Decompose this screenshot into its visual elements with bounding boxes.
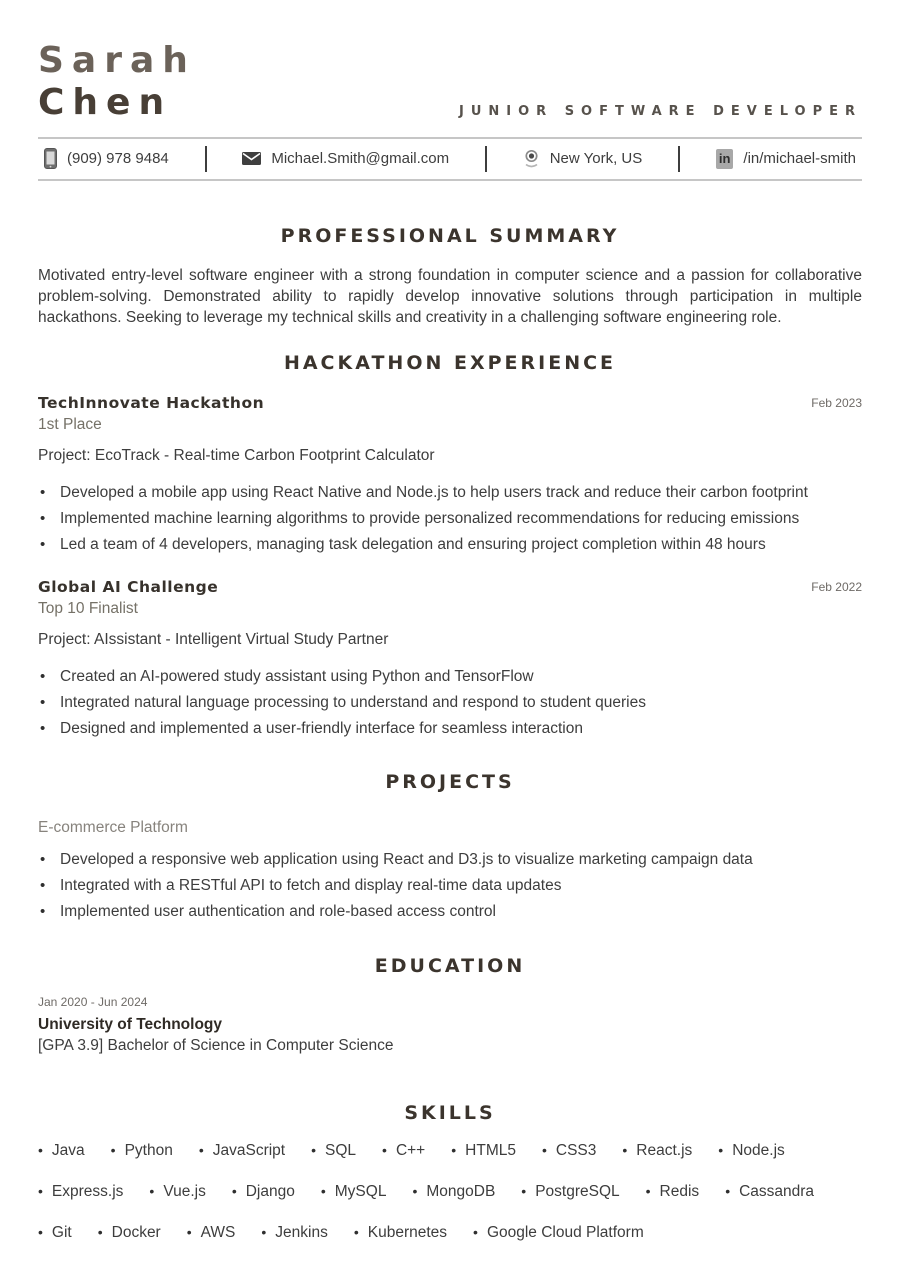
skill-item: • PostgreSQL: [521, 1183, 619, 1201]
email-icon: [242, 152, 261, 165]
bullet-item: • Developed a responsive web application using React and D3.js to visualize marketing campaign data: [38, 847, 862, 873]
bullet-item: • Developed a mobile app using React Native and Node.js to help users track and reduce their carbon footprint: [38, 480, 862, 506]
contact-phone: [44, 148, 169, 169]
skill-item: • React.js: [622, 1142, 692, 1160]
skills-row: [38, 1224, 862, 1242]
projects-heading: PROJECTS: [385, 771, 515, 794]
skill-item: • JavaScript: [199, 1142, 285, 1160]
contact-bar: [38, 137, 862, 181]
skill-item: • Django: [232, 1183, 295, 1201]
hackathon-entry: [38, 578, 862, 742]
section-education: [38, 955, 862, 1055]
skill-item: • MySQL: [321, 1183, 387, 1201]
project-bullets: [38, 847, 862, 925]
section-summary: [38, 225, 862, 329]
skill-item: • Cassandra: [725, 1183, 814, 1201]
linkedin-text: /in/michael-smith: [743, 150, 856, 167]
contact-divider: [205, 146, 207, 172]
bullet-item: • Implemented machine learning algorithms to provide personalized recommendations for reducing emissions: [38, 506, 862, 532]
entry-head: [38, 578, 862, 596]
skill-item: • Node.js: [718, 1142, 784, 1160]
contact-linkedin: [716, 149, 856, 169]
skill-item: • Jenkins: [261, 1224, 327, 1242]
hackathon-project: Project: AIssistant - Intelligent Virtual Study Partner: [38, 631, 389, 649]
skill-item: • Express.js: [38, 1183, 123, 1201]
skill-item: • Redis: [646, 1183, 700, 1201]
contact-email: [242, 150, 449, 167]
contact-location: [523, 149, 643, 168]
bullet-item: • Created an AI-powered study assistant using Python and TensorFlow: [38, 664, 862, 690]
entry-head: [38, 394, 862, 412]
hackathon-award: Top 10 Finalist: [38, 600, 138, 618]
skill-item: • Git: [38, 1224, 72, 1242]
education-entry: [38, 995, 862, 1055]
hackathon-name: TechInnovate Hackathon: [38, 394, 265, 413]
email-text: Michael.Smith@gmail.com: [271, 150, 450, 167]
bullet-item: • Led a team of 4 developers, managing task delegation and ensuring project completion within 48 hours: [38, 532, 862, 558]
job-title: JUNIOR SOFTWARE DEVELOPER: [459, 103, 862, 119]
summary-text: Motivated entry-level software engineer with a strong foundation in computer science and a passion for collaborative problem-solving. Demonstrated ability to rapidly develop innovative solutions through participation in multiple hackathons. Seeking to leverage my technical skills and creativity in a challenging software engineering role.: [38, 266, 862, 326]
last-name: Chen: [38, 81, 173, 123]
hackathon-date: Feb 2022: [811, 580, 862, 595]
section-projects: [38, 771, 862, 925]
resume-header: [38, 40, 862, 181]
skill-item: • AWS: [187, 1224, 236, 1242]
hackathon-bullets: [38, 664, 862, 742]
summary-heading: PROFESSIONAL SUMMARY: [280, 224, 620, 247]
hackathon-name: Global AI Challenge: [38, 578, 219, 597]
skills-row: [38, 1183, 862, 1201]
first-name: Sarah: [38, 40, 196, 81]
phone-text: (909) 978 9484: [67, 150, 169, 167]
section-skills: [38, 1102, 862, 1242]
hackathon-heading: HACKATHON EXPERIENCE: [283, 352, 617, 375]
skill-item: • Google Cloud Platform: [473, 1224, 644, 1242]
skill-item: • Kubernetes: [354, 1224, 447, 1242]
project-name: E-commerce Platform: [38, 819, 188, 837]
candidate-name: [38, 40, 196, 124]
bullet-item: • Integrated natural language processing to understand and respond to student queries: [38, 690, 862, 716]
location-icon: [523, 149, 540, 168]
hackathon-entry: [38, 394, 862, 558]
skill-item: • HTML5: [451, 1142, 516, 1160]
education-dates: Jan 2020 - Jun 2024: [38, 995, 148, 1010]
contact-divider: [485, 146, 487, 172]
skill-item: • Docker: [98, 1224, 161, 1242]
location-text: New York, US: [549, 150, 643, 167]
education-school: University of Technology: [38, 1016, 223, 1034]
skill-item: • MongoDB: [412, 1183, 495, 1201]
skill-item: • SQL: [311, 1142, 356, 1160]
skill-item: • C++: [382, 1142, 425, 1160]
hackathon-project: Project: EcoTrack - Real-time Carbon Footprint Calculator: [38, 447, 435, 465]
skills-heading: SKILLS: [404, 1102, 496, 1125]
bullet-item: • Integrated with a RESTful API to fetch and display real-time data updates: [38, 873, 862, 899]
skills-row: [38, 1142, 862, 1160]
skill-item: • Vue.js: [149, 1183, 205, 1201]
linkedin-icon: in: [716, 149, 734, 169]
hackathon-bullets: [38, 480, 862, 558]
skills-list: [38, 1142, 862, 1242]
hackathon-date: Feb 2023: [811, 396, 862, 411]
bullet-item: • Designed and implemented a user-friendly interface for seamless interaction: [38, 716, 862, 742]
contact-divider: [678, 146, 680, 172]
education-degree: [GPA 3.9] Bachelor of Science in Computer Science: [38, 1037, 394, 1055]
header-row: [38, 40, 862, 124]
education-heading: EDUCATION: [374, 955, 526, 978]
section-hackathons: [38, 352, 862, 742]
skill-item: • Java: [38, 1142, 85, 1160]
hackathon-award: 1st Place: [38, 416, 102, 434]
project-entry: [38, 819, 862, 925]
bullet-item: • Implemented user authentication and role-based access control: [38, 899, 862, 925]
skill-item: • Python: [111, 1142, 173, 1160]
phone-icon: [44, 148, 57, 169]
skill-item: • CSS3: [542, 1142, 596, 1160]
